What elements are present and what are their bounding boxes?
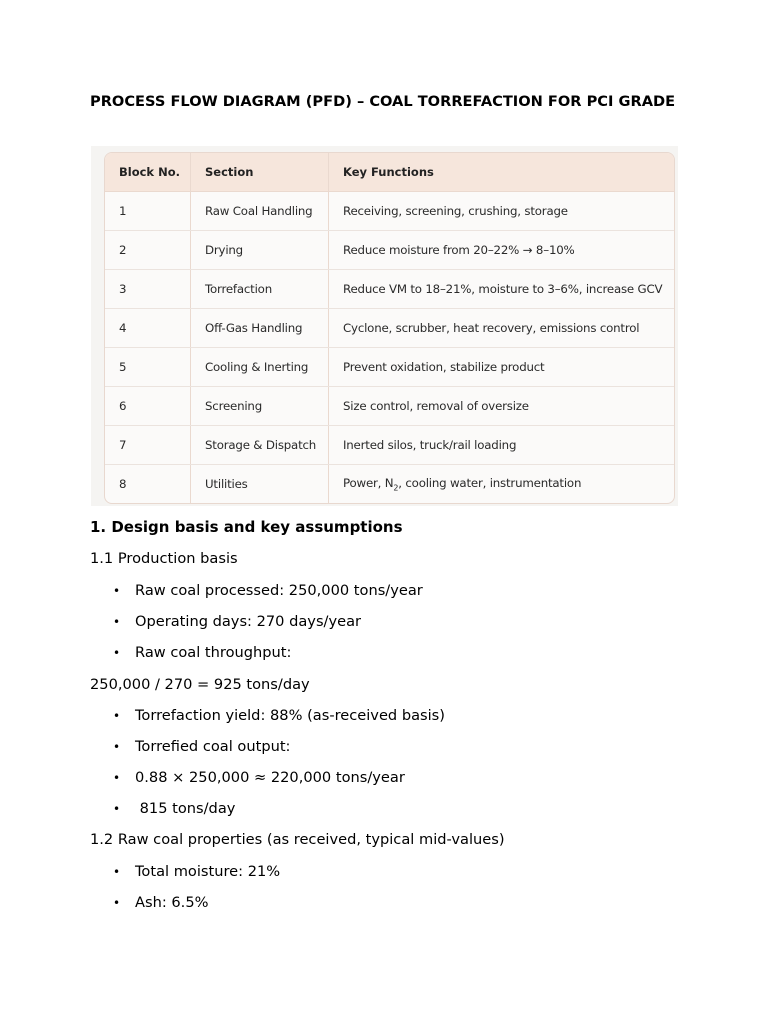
throughput-formula: 250,000 / 270 = 925 tons/day (90, 676, 310, 693)
header-key-functions: Key Functions (329, 153, 675, 192)
cell-block-no: 6 (105, 387, 191, 426)
table-row (105, 270, 674, 309)
cell-block-no: 3 (105, 270, 191, 309)
header-block-no: Block No. (105, 153, 191, 192)
cell-section: Torrefaction (191, 270, 329, 309)
bullet-icon: • (113, 615, 121, 629)
cell-block-no: 1 (105, 192, 191, 231)
cell-functions: Cyclone, scrubber, heat recovery, emissions control (329, 309, 675, 348)
cell-section: Screening (191, 387, 329, 426)
table-row (105, 309, 674, 348)
table-row (105, 465, 674, 504)
cell-functions: Receiving, screening, crushing, storage (329, 192, 675, 231)
list-item-text: Raw coal processed: 250,000 tons/year (135, 582, 423, 599)
cell-block-no: 2 (105, 231, 191, 270)
list-item-text: Torrefied coal output: (135, 738, 291, 755)
cell-section: Off-Gas Handling (191, 309, 329, 348)
block-table (105, 153, 674, 503)
table-header-row (105, 153, 674, 192)
table-row (105, 387, 674, 426)
functions-subscript: 2 (393, 483, 399, 493)
bullet-icon: • (113, 584, 121, 598)
subsection-heading-properties: 1.2 Raw coal properties (as received, typical mid-values) (90, 831, 505, 848)
cell-functions: Size control, removal of oversize (329, 387, 675, 426)
cell-block-no: 4 (105, 309, 191, 348)
list-item-text: Total moisture: 21% (135, 863, 281, 880)
list-item-text: Ash: 6.5% (135, 894, 209, 911)
table-row (105, 192, 674, 231)
list-item-text: 0.88 × 250,000 ≈ 220,000 tons/year (135, 769, 405, 786)
bullet-icon: • (113, 740, 121, 754)
cell-section: Utilities (191, 465, 329, 504)
cell-block-no: 7 (105, 426, 191, 465)
table-row (105, 348, 674, 387)
cell-section: Raw Coal Handling (191, 192, 329, 231)
list-item-text: Raw coal throughput: (135, 644, 292, 661)
functions-suffix: , cooling water, instrumentation (398, 475, 582, 490)
cell-section: Drying (191, 231, 329, 270)
bullet-icon: • (113, 646, 121, 660)
bullet-icon: • (113, 771, 121, 785)
bullet-icon: • (113, 865, 121, 879)
list-item-text: Operating days: 270 days/year (135, 613, 362, 630)
bullet-icon: • (113, 802, 121, 816)
header-section: Section (191, 153, 329, 192)
cell-functions: Reduce VM to 18–21%, moisture to 3–6%, increase GCV (329, 270, 675, 309)
page-title: PROCESS FLOW DIAGRAM (PFD) – COAL TORREFACTION FOR PCI GRADE (90, 93, 676, 110)
section-heading: 1. Design basis and key assumptions (90, 518, 403, 536)
list-item-text: Torrefaction yield: 88% (as-received basis) (135, 707, 445, 724)
bullet-icon: • (113, 709, 121, 723)
cell-section: Cooling & Inerting (191, 348, 329, 387)
cell-block-no: 8 (119, 477, 127, 491)
block-table-figure (91, 146, 678, 506)
table-row (105, 426, 674, 465)
subsection-heading-production: 1.1 Production basis (90, 550, 238, 567)
list-item-text: 815 tons/day (135, 800, 236, 817)
cell-functions: Inerted silos, truck/rail loading (329, 426, 675, 465)
block-table-card (104, 152, 675, 504)
cell-section: Storage & Dispatch (191, 426, 329, 465)
document-header (90, 91, 680, 113)
cell-functions: Prevent oxidation, stabilize product (329, 348, 675, 387)
cell-block-no: 5 (105, 348, 191, 387)
bullet-icon: • (113, 896, 121, 910)
cell-functions (329, 465, 675, 504)
cell-functions: Reduce moisture from 20–22% → 8–10% (329, 231, 675, 270)
table-row (105, 231, 674, 270)
functions-prefix: Power, N (343, 475, 394, 490)
